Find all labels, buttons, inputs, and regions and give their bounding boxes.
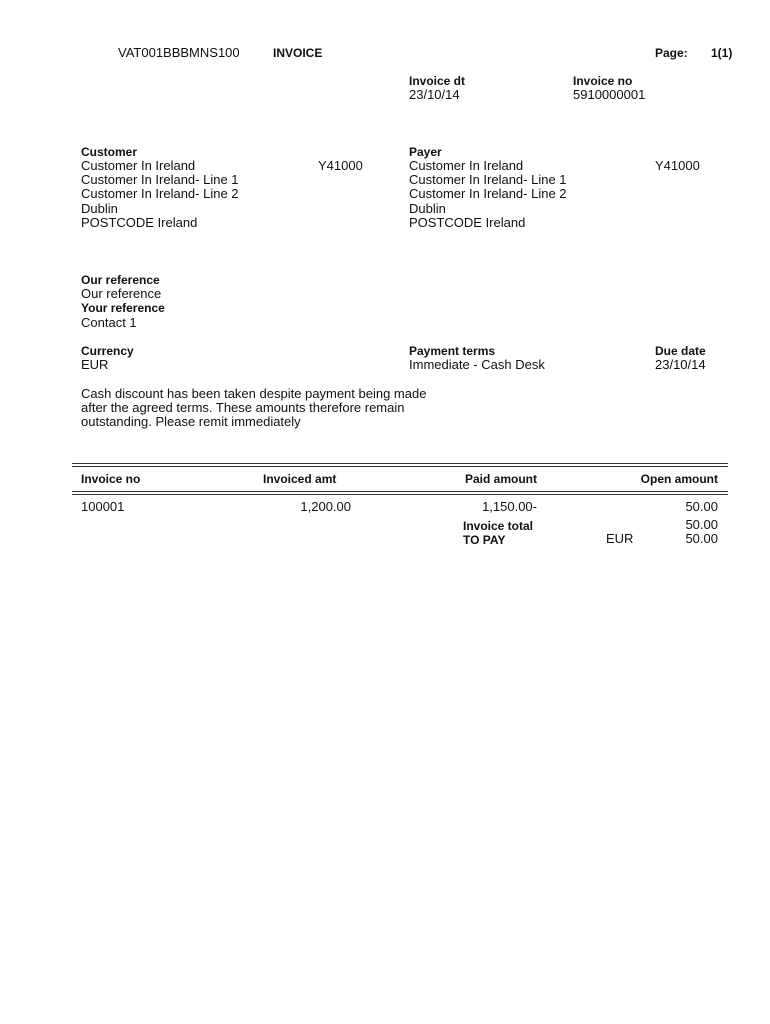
customer-heading: Customer — [81, 145, 138, 159]
payer-heading: Payer — [409, 145, 442, 159]
row-invoiced-amt: 1,200.00 — [300, 499, 351, 514]
payment-terms-value: Immediate - Cash Desk — [409, 357, 545, 372]
table-header-rule — [72, 494, 728, 495]
customer-id: Y41000 — [318, 158, 363, 173]
table-top-rule — [72, 463, 728, 464]
payer-line: POSTCODE Ireland — [409, 215, 526, 230]
payer-line: Customer In Ireland — [409, 158, 524, 173]
our-reference-label: Our reference — [81, 273, 160, 287]
invoice-date-label: Invoice dt — [409, 74, 466, 88]
payment-terms-label: Payment terms — [409, 344, 496, 358]
payer-id: Y41000 — [655, 158, 700, 173]
due-date-value: 23/10/14 — [655, 357, 706, 372]
customer-line: POSTCODE Ireland — [81, 215, 198, 230]
table-top-rule — [72, 466, 728, 467]
table-header-rule — [72, 491, 728, 492]
page-number: 1(1) — [711, 46, 733, 60]
payer-line: Customer In Ireland- Line 1 — [409, 172, 567, 187]
row-open-amount: 50.00 — [685, 499, 718, 514]
column-header-paid-amount: Paid amount — [464, 472, 537, 486]
our-reference-value: Our reference — [81, 286, 162, 301]
notice-line: Cash discount has been taken despite payment being made — [81, 386, 427, 401]
customer-line: Dublin — [81, 201, 118, 216]
page-label: Page: — [655, 46, 688, 60]
your-reference-label: Your reference — [81, 301, 165, 315]
to-pay-currency: EUR — [606, 531, 634, 546]
invoice-number-label: Invoice no — [573, 74, 633, 88]
document-code: VAT001BBBMNS100 — [118, 45, 240, 60]
invoice-number-value: 5910000001 — [573, 87, 646, 102]
customer-line: Customer In Ireland — [81, 158, 196, 173]
payer-line: Customer In Ireland- Line 2 — [409, 186, 567, 201]
customer-line: Customer In Ireland- Line 2 — [81, 186, 239, 201]
due-date-label: Due date — [655, 344, 706, 358]
document-type: INVOICE — [273, 46, 323, 60]
column-header-invoiced-amt: Invoiced amt — [263, 472, 337, 486]
column-header-open-amount: Open amount — [640, 472, 718, 486]
row-invoice-no: 100001 — [81, 499, 125, 514]
row-paid-amount: 1,150.00- — [482, 499, 537, 514]
payer-line: Dublin — [409, 201, 446, 216]
notice-line: outstanding. Please remit immediately — [81, 414, 301, 429]
column-header-invoice-no: Invoice no — [81, 472, 141, 486]
currency-value: EUR — [81, 357, 109, 372]
invoice-total-label: Invoice total — [463, 519, 534, 533]
currency-label: Currency — [81, 344, 134, 358]
your-reference-value: Contact 1 — [81, 315, 137, 330]
invoice-total-value: 50.00 — [685, 517, 718, 532]
to-pay-value: 50.00 — [685, 531, 718, 546]
customer-line: Customer In Ireland- Line 1 — [81, 172, 239, 187]
to-pay-label: TO PAY — [463, 533, 506, 547]
invoice-date-value: 23/10/14 — [409, 87, 460, 102]
notice-line: after the agreed terms. These amounts therefore remain — [81, 400, 405, 415]
